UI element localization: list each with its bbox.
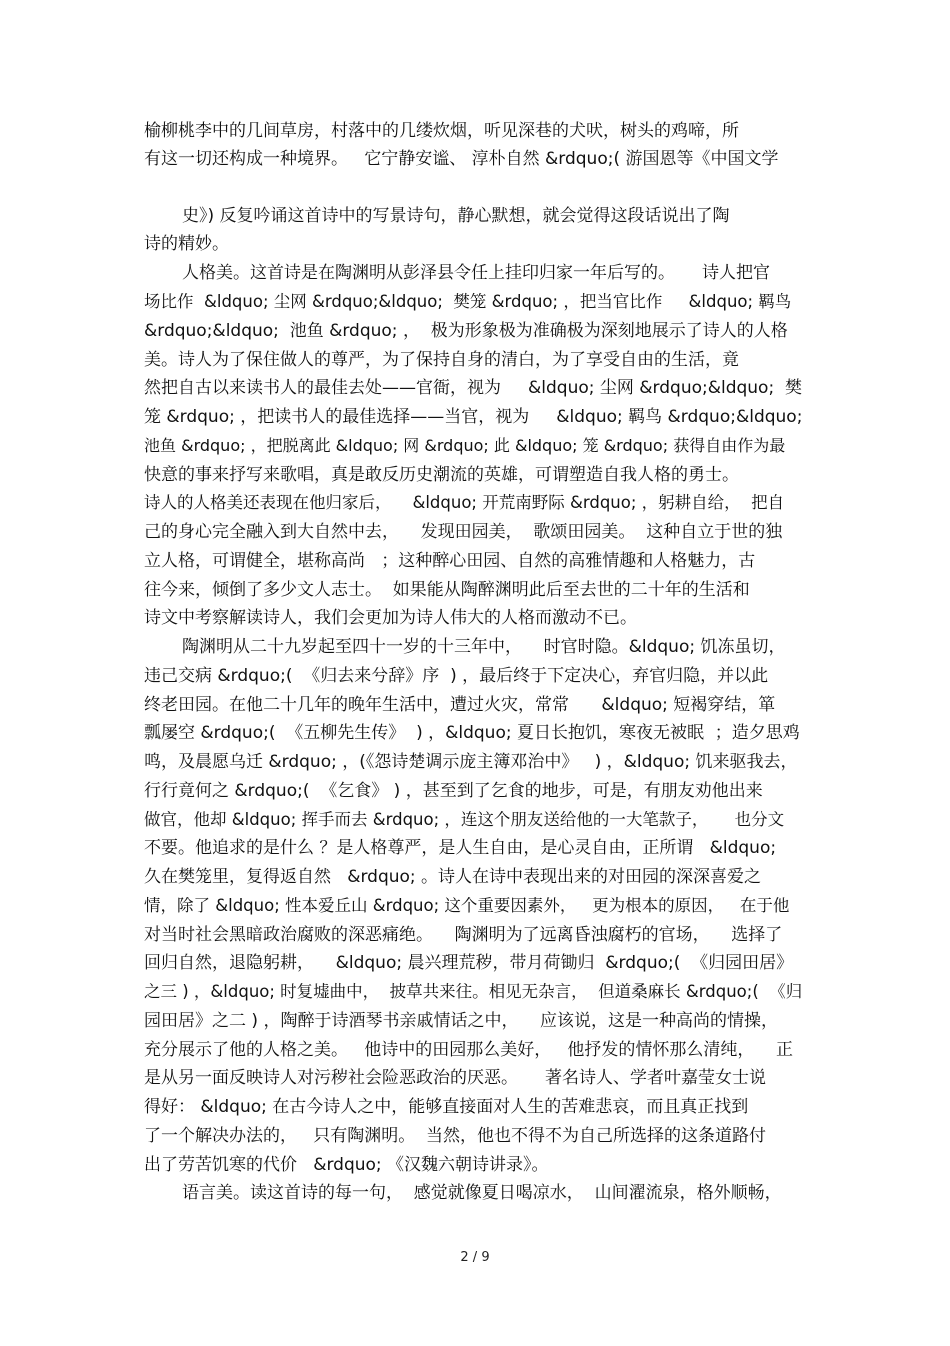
text-line: 之三 ) ，&ldquo; 时复墟曲中， 披草共来往。相见无杂言， 但道桑麻长 &rdquo;( 《归	[144, 982, 803, 1001]
text-line: 笼 &rdquo; ，把读书人的最佳选择——当官，视为 &ldquo; 羁鸟 &rdquo;&ldquo;	[144, 407, 803, 427]
text-line: 得好： &ldquo; 在古今诗人之中，能够直接面对人生的苦难悲哀，而且真正找到	[144, 1097, 749, 1117]
text-line: 违己交病 &rdquo;( 《归去来兮辞》序 ) ，最后终于下定决心，弃官归隐，并以此	[144, 666, 769, 686]
text-line: 人格美。这首诗是在陶渊明从彭泽县令任上挂印归家一年后写的。 诗人把官	[182, 263, 771, 283]
text-line: 然把自古以来读书人的最佳去处——官衙，视为 &ldquo; 尘网 &rdquo;&ldquo; 樊	[144, 378, 802, 398]
text-line: 园田居》之二 ) ，陶醉于诗酒琴书亲戚情话之中， 应该说，这是一种高尚的情操，	[144, 1011, 779, 1031]
text-line: 己的身心完全融入到大自然中去， 发现田园美， 歌颂田园美。 这种自立于世的独	[144, 522, 783, 542]
text-line: 美。诗人为了保住做人的尊严，为了保持自身的清白，为了享受自由的生活，竟	[144, 350, 739, 370]
text-line: 瓢屡空 &rdquo;( 《五柳先生传》 ) ，&ldquo; 夏日长抱饥，寒夜无被眠 ；造夕思鸡	[144, 723, 800, 743]
text-line: 诗人的人格美还表现在他归家后， &ldquo; 开荒南野际 &rdquo; ，躬耕自给， 把自	[144, 493, 785, 512]
text-line: 鸣，及晨愿乌迁 &rdquo; ，(《怨诗楚调示庞主簿邓治中》 ) ，&ldquo; 饥来驱我去，	[144, 752, 798, 772]
page-number: 2 / 9	[460, 1250, 490, 1265]
text-line: 回归自然，退隐躬耕， &ldquo; 晨兴理荒秽，带月荷锄归 &rdquo;( 《归园田居》	[144, 953, 794, 973]
text-line: 立人格，可谓健全，堪称高尚 ；这种醉心田园、自然的高雅情趣和人格魅力，古	[144, 551, 756, 571]
text-line: 诗文中考察解读诗人，我们会更加为诗人伟大的人格而激动不已。	[144, 608, 637, 628]
text-line: 久在樊笼里，复得返自然 &rdquo; 。诗人在诗中表现出来的对田园的深深喜爱之	[144, 867, 762, 887]
text-line: 快意的事来抒写来歌唱，真是敢反历史潮流的英雄，可谓塑造自我人格的勇士。	[144, 465, 739, 485]
text-line: &rdquo;&ldquo; 池鱼 &rdquo; ， 极为形象极为准确极为深刻地展示了诗人的人格	[144, 321, 788, 341]
text-line: 是从另一面反映诗人对污秽社会险恶政治的厌恶。 著名诗人、学者叶嘉莹女士说	[144, 1068, 767, 1088]
text-line: 了一个解决办法的， 只有陶渊明。 当然，他也不得不为自己所选择的这条道路付	[144, 1126, 767, 1146]
text-line: 行行竟何之 &rdquo;( 《乞食》 ) ，甚至到了乞食的地步，可是，有朋友劝他出来	[144, 781, 763, 801]
text-line: 出了劳苦饥寒的代价 &rdquo; 《汉魏六朝诗讲录》。	[144, 1155, 549, 1175]
text-line: 语言美。读这首诗的每一句， 感觉就像夏日喝凉水， 山间濯流泉，格外顺畅，	[182, 1183, 782, 1203]
text-line: 充分展示了他的人格之美。 他诗中的田园那么美好， 他抒发的情怀那么清纯， 正	[144, 1040, 794, 1060]
text-line: 史》) 反复吟诵这首诗中的写景诗句，静心默想，就会觉得这段话说出了陶	[182, 206, 730, 226]
text-line: 池鱼 &rdquo; ，把脱离此 &ldquo; 网 &rdquo; 此 &ldquo; 笼 &rdquo; 获得自由作为最	[144, 436, 786, 455]
text-line: 做官，他却 &ldquo; 挥手而去 &rdquo; ，连这个朋友送给他的一大笔款子， 也分文	[144, 810, 785, 829]
text-line: 对当时社会黑暗政治腐败的深恶痛绝。 陶渊明为了远离昏浊腐朽的官场， 选择了	[144, 925, 783, 945]
text-line: 不要。他追求的是什么 ？是人格尊严，是人生自由，是心灵自由，正所谓 &ldquo;	[144, 838, 777, 858]
text-line: 情，除了 &ldquo; 性本爱丘山 &rdquo; 这个重要因素外， 更为根本的原因， 在于他	[144, 896, 790, 915]
text-line: 场比作 &ldquo; 尘网 &rdquo;&ldquo; 樊笼 &rdquo; ，把当官比作 &ldquo; 羁鸟	[144, 292, 792, 311]
text-line: 诗的精妙。	[144, 234, 229, 254]
text-line: 陶渊明从二十九岁起至四十一岁的十三年中， 时官时隐。&ldquo; 饥冻虽切，	[182, 637, 786, 657]
text-line: 有这一切还构成一种境界。 它宁静安谧、 淳朴自然 &rdquo;( 游国恩等《中国文学	[144, 149, 779, 169]
text-line: 榆柳桃李中的几间草房，村落中的几缕炊烟，听见深巷的犬吠，树头的鸡啼，所	[144, 121, 739, 141]
text-line: 终老田园。在他二十几年的晚年生活中，遭过火灾，常常 &ldquo; 短褐穿结，箪	[144, 695, 776, 715]
text-line: 往今来，倾倒了多少文人志士。 如果能从陶醉渊明此后至去世的二十年的生活和	[144, 580, 750, 600]
